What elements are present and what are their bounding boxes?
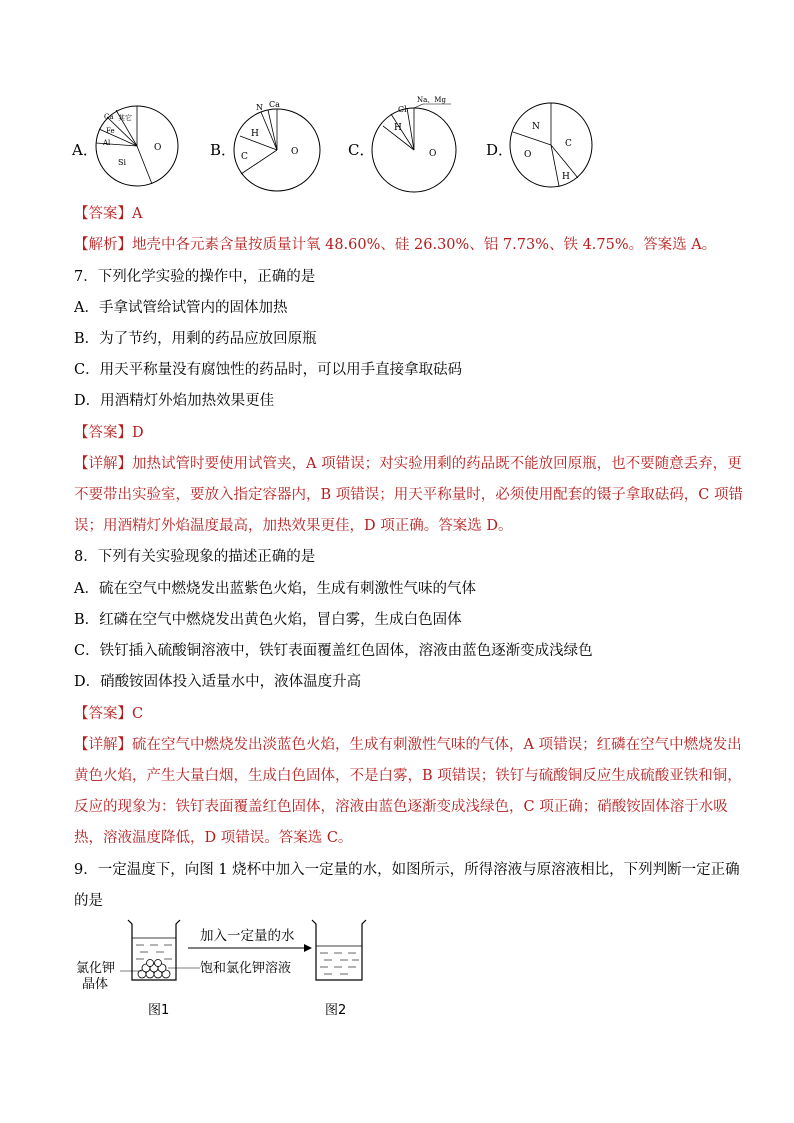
option-a-letter: A． [72, 141, 98, 159]
pie-c-label-cl: Cl [398, 105, 407, 114]
pie-d-label-c: C [565, 139, 572, 149]
pie-a-label-fe: Fe [106, 127, 115, 135]
beaker-1 [120, 920, 200, 980]
pie-b-label-c: C [241, 152, 248, 162]
q8-answer-value: C [132, 706, 144, 722]
beaker-1-liquid-hatching [136, 945, 172, 959]
option-d-letter: D． [486, 141, 514, 159]
pie-d-divider-h [551, 145, 559, 186]
q6-analysis [74, 236, 724, 254]
q7-detail-line-3: 误；用酒精灯外焰温度最高，加热效果更佳，D 项正确。答案选 D。 [74, 518, 513, 534]
q8-detail-line-1 [74, 736, 742, 754]
q8-choice-b: B．红磷在空气中燃烧发出黄色火焰，冒白雾，生成白色固体 [74, 612, 462, 628]
pie-d-label-h: H [562, 172, 570, 182]
pie-c-label-h: H [394, 123, 402, 133]
pie-c-divider-cl [407, 108, 414, 150]
q7-choice-d: D．用酒精灯外焰加热效果更佳 [74, 393, 275, 409]
q7-answer-value: D [132, 425, 144, 441]
option-c-letter: C． [348, 141, 375, 159]
q8-detail-line-3: 反应的现象为：铁钉表面覆盖红色固体，溶液由蓝色逐渐变成浅绿色，C 项正确；硝酸铵固体溶于水吸 [74, 799, 728, 815]
pie-b-label-o: O [291, 147, 299, 157]
q7-choice-a: A．手拿试管给试管内的固体加热 [74, 300, 288, 316]
pie-a-label-o: O [154, 143, 162, 153]
q7-detail-line-1 [74, 455, 742, 473]
pie-c-leader-na [414, 104, 423, 108]
pie-chart-c [369, 92, 465, 196]
q7-detail-text-1: 加热试管时要使用试管夹，A 项错误；对实验用剩的药品既不能放回原瓶，也不要随意丢弃，更 [132, 456, 742, 472]
q8-detail-line-4: 热，溶液温度降低，D 项错误。答案选 C。 [74, 830, 353, 846]
pie-c-label-na-mg: Na、Mg [417, 96, 446, 104]
pie-d-divider-n [513, 132, 551, 145]
q6-answer [74, 205, 724, 223]
pie-a-divider-si [137, 146, 152, 184]
fig1-caption: 图1 [148, 1003, 170, 1018]
beaker-2-liquid-hatching [320, 953, 359, 974]
pie-chart-options [0, 0, 794, 200]
pie-a-label-other: 其它 [118, 114, 132, 122]
q8-choice-a: A．硫在空气中燃烧发出蓝紫色火焰，生成有刺激性气味的气体 [74, 581, 476, 597]
crystal-label-2: 晶体 [82, 977, 109, 992]
q8-detail-line-2: 黄色火焰，产生大量白烟，生成白色固体，不是白雾，B 项错误；铁钉与硫酸铜反应生成硫酸亚铁和铜， [74, 768, 742, 784]
pie-a-label-ca: Ca [104, 113, 114, 121]
pie-b-label-h: H [251, 129, 259, 139]
q8-choice-d: D．硝酸铵固体投入适量水中，液体温度升高 [74, 674, 362, 690]
arrow-label: 加入一定量的水 [200, 928, 295, 944]
pie-chart-a [94, 105, 182, 187]
pie-b-label-ca: Ca [269, 100, 280, 109]
q6-analysis-text: 地壳中各元素含量按质量计氧 48.60%、硅 26.30%、铝 7.73%、铁 4.75%。答案选 A。 [132, 237, 717, 253]
q6-analysis-tag: 【解析】 [74, 237, 132, 253]
q9-beaker-figure [60, 908, 500, 1028]
q7-answer [74, 424, 724, 442]
q9-stem-line-1: 9．一定温度下，向图 1 烧杯中加入一定量的水，如图所示，所得溶液与原溶液相比，下列判断一定正确 [74, 862, 740, 878]
pie-b-divider-ca [268, 110, 277, 150]
q7-stem: 7．下列化学实验的操作中，正确的是 [74, 269, 316, 285]
pie-b-label-n: N [256, 103, 263, 112]
pie-d-label-n: N [532, 122, 540, 132]
pie-chart-b [231, 98, 323, 194]
q8-choice-c: C．铁钉插入硫酸铜溶液中，铁钉表面覆盖红色固体，溶液由蓝色逐渐变成浅绿色 [74, 643, 593, 659]
pie-a-label-si: Si [118, 158, 127, 167]
process-arrow-head [304, 944, 312, 952]
q8-answer-tag: 【答案】 [74, 706, 132, 722]
beaker-2 [312, 920, 366, 980]
crystal-label-1: 氯化钾 [76, 961, 116, 976]
q8-answer [74, 705, 724, 723]
q8-detail-tag: 【详解】 [74, 737, 132, 753]
q6-answer-tag: 【答案】 [74, 206, 132, 222]
fig2-caption: 图2 [325, 1003, 347, 1018]
pie-d-label-o: O [524, 150, 532, 160]
pie-c-label-o: O [429, 149, 437, 159]
q9-stem-line-2: 的是 [74, 893, 103, 909]
q7-choice-c: C．用天平称量没有腐蚀性的药品时，可以用手直接拿取砝码 [74, 362, 463, 378]
q6-answer-value: A [132, 206, 143, 222]
option-b-letter: B． [210, 141, 237, 159]
crystal-pile [138, 960, 170, 979]
q8-detail-text-1: 硫在空气中燃烧发出淡蓝色火焰，生成有刺激性气味的气体，A 项错误；红磷在空气中燃烧发出 [132, 737, 742, 753]
pie-a-label-al: Al [103, 139, 111, 147]
pie-chart-d [508, 100, 596, 190]
q8-stem: 8．下列有关实验现象的描述正确的是 [74, 549, 316, 565]
pie-b-divider-n [261, 112, 277, 150]
solution-label: 饱和氯化钾溶液 [200, 961, 292, 976]
q7-detail-line-2: 不要带出实验室，要放入指定容器内，B 项错误；用天平称量时，必须使用配套的镊子拿取砝码，C 项错 [74, 487, 743, 503]
q7-answer-tag: 【答案】 [74, 425, 132, 441]
q7-detail-tag: 【详解】 [74, 456, 132, 472]
q7-choice-b: B．为了节约，用剩的药品应放回原瓶 [74, 331, 317, 347]
